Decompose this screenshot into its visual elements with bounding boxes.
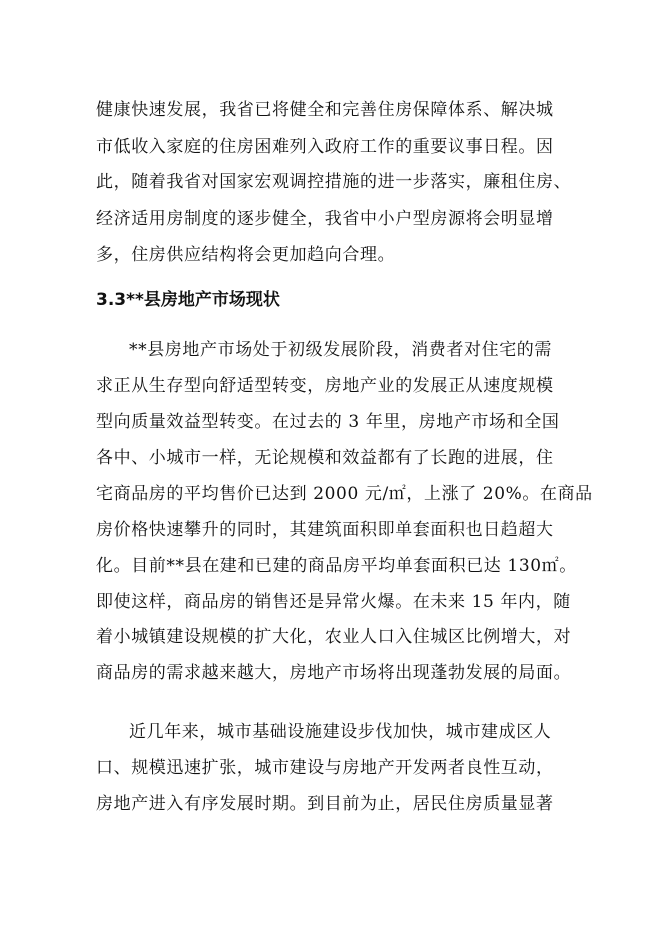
paragraph-line: 各中、小城市一样，无论规模和效益都有了长跑的进展，住 [96, 448, 554, 468]
paragraph-line: 此，随着我省对国家宏观调控措施的进一步落实，廉租住房、 [96, 172, 572, 192]
paragraph-line: 房价格快速攀升的同时，其建筑面积即单套面积也日趋超大 [96, 520, 554, 540]
paragraph-line: 型向质量效益型转变。在过去的 3 年里，房地产市场和全国 [96, 412, 560, 432]
paragraph-line: **县房地产市场处于初级发展阶段，消费者对住宅的需 [129, 340, 552, 360]
paragraph-line: 即使这样，商品房的销售还是异常火爆。在未来 15 年内，随 [96, 592, 571, 612]
paragraph-line: 房地产进入有序发展时期。到目前为止，居民住房质量显著 [96, 794, 554, 814]
paragraph-line: 化。目前**县在建和已建的商品房平均单套面积已达 130㎡。 [96, 556, 577, 576]
paragraph-line: 健康快速发展，我省已将健全和完善住房保障体系、解决城 [96, 100, 554, 120]
paragraph-line: 经济适用房制度的逐步健全，我省中小户型房源将会明显增 [96, 209, 554, 229]
paragraph-line: 商品房的需求越来越大，房地产市场将出现蓬勃发展的局面。 [96, 663, 572, 683]
paragraph-line: 近几年来，城市基础设施建设步伐加快，城市建成区人 [129, 722, 552, 742]
paragraph-line: 口、规模迅速扩张，城市建设与房地产开发两者良性互动， [96, 758, 554, 778]
paragraph-line: 求正从生存型向舒适型转变，房地产业的发展正从速度规模 [96, 376, 554, 396]
paragraph-line: 市低收入家庭的住房困难列入政府工作的重要议事日程。因 [96, 137, 554, 157]
paragraph-line: 宅商品房的平均售价已达到 2000 元/㎡，上涨了 20%。在商品 [96, 484, 593, 504]
section-heading: 3.3**县房地产市场现状 [96, 290, 280, 310]
paragraph-line: 着小城镇建设规模的扩大化，农业人口入住城区比例增大，对 [96, 627, 572, 647]
paragraph-line: 多，住房供应结构将会更加趋向合理。 [96, 245, 396, 265]
